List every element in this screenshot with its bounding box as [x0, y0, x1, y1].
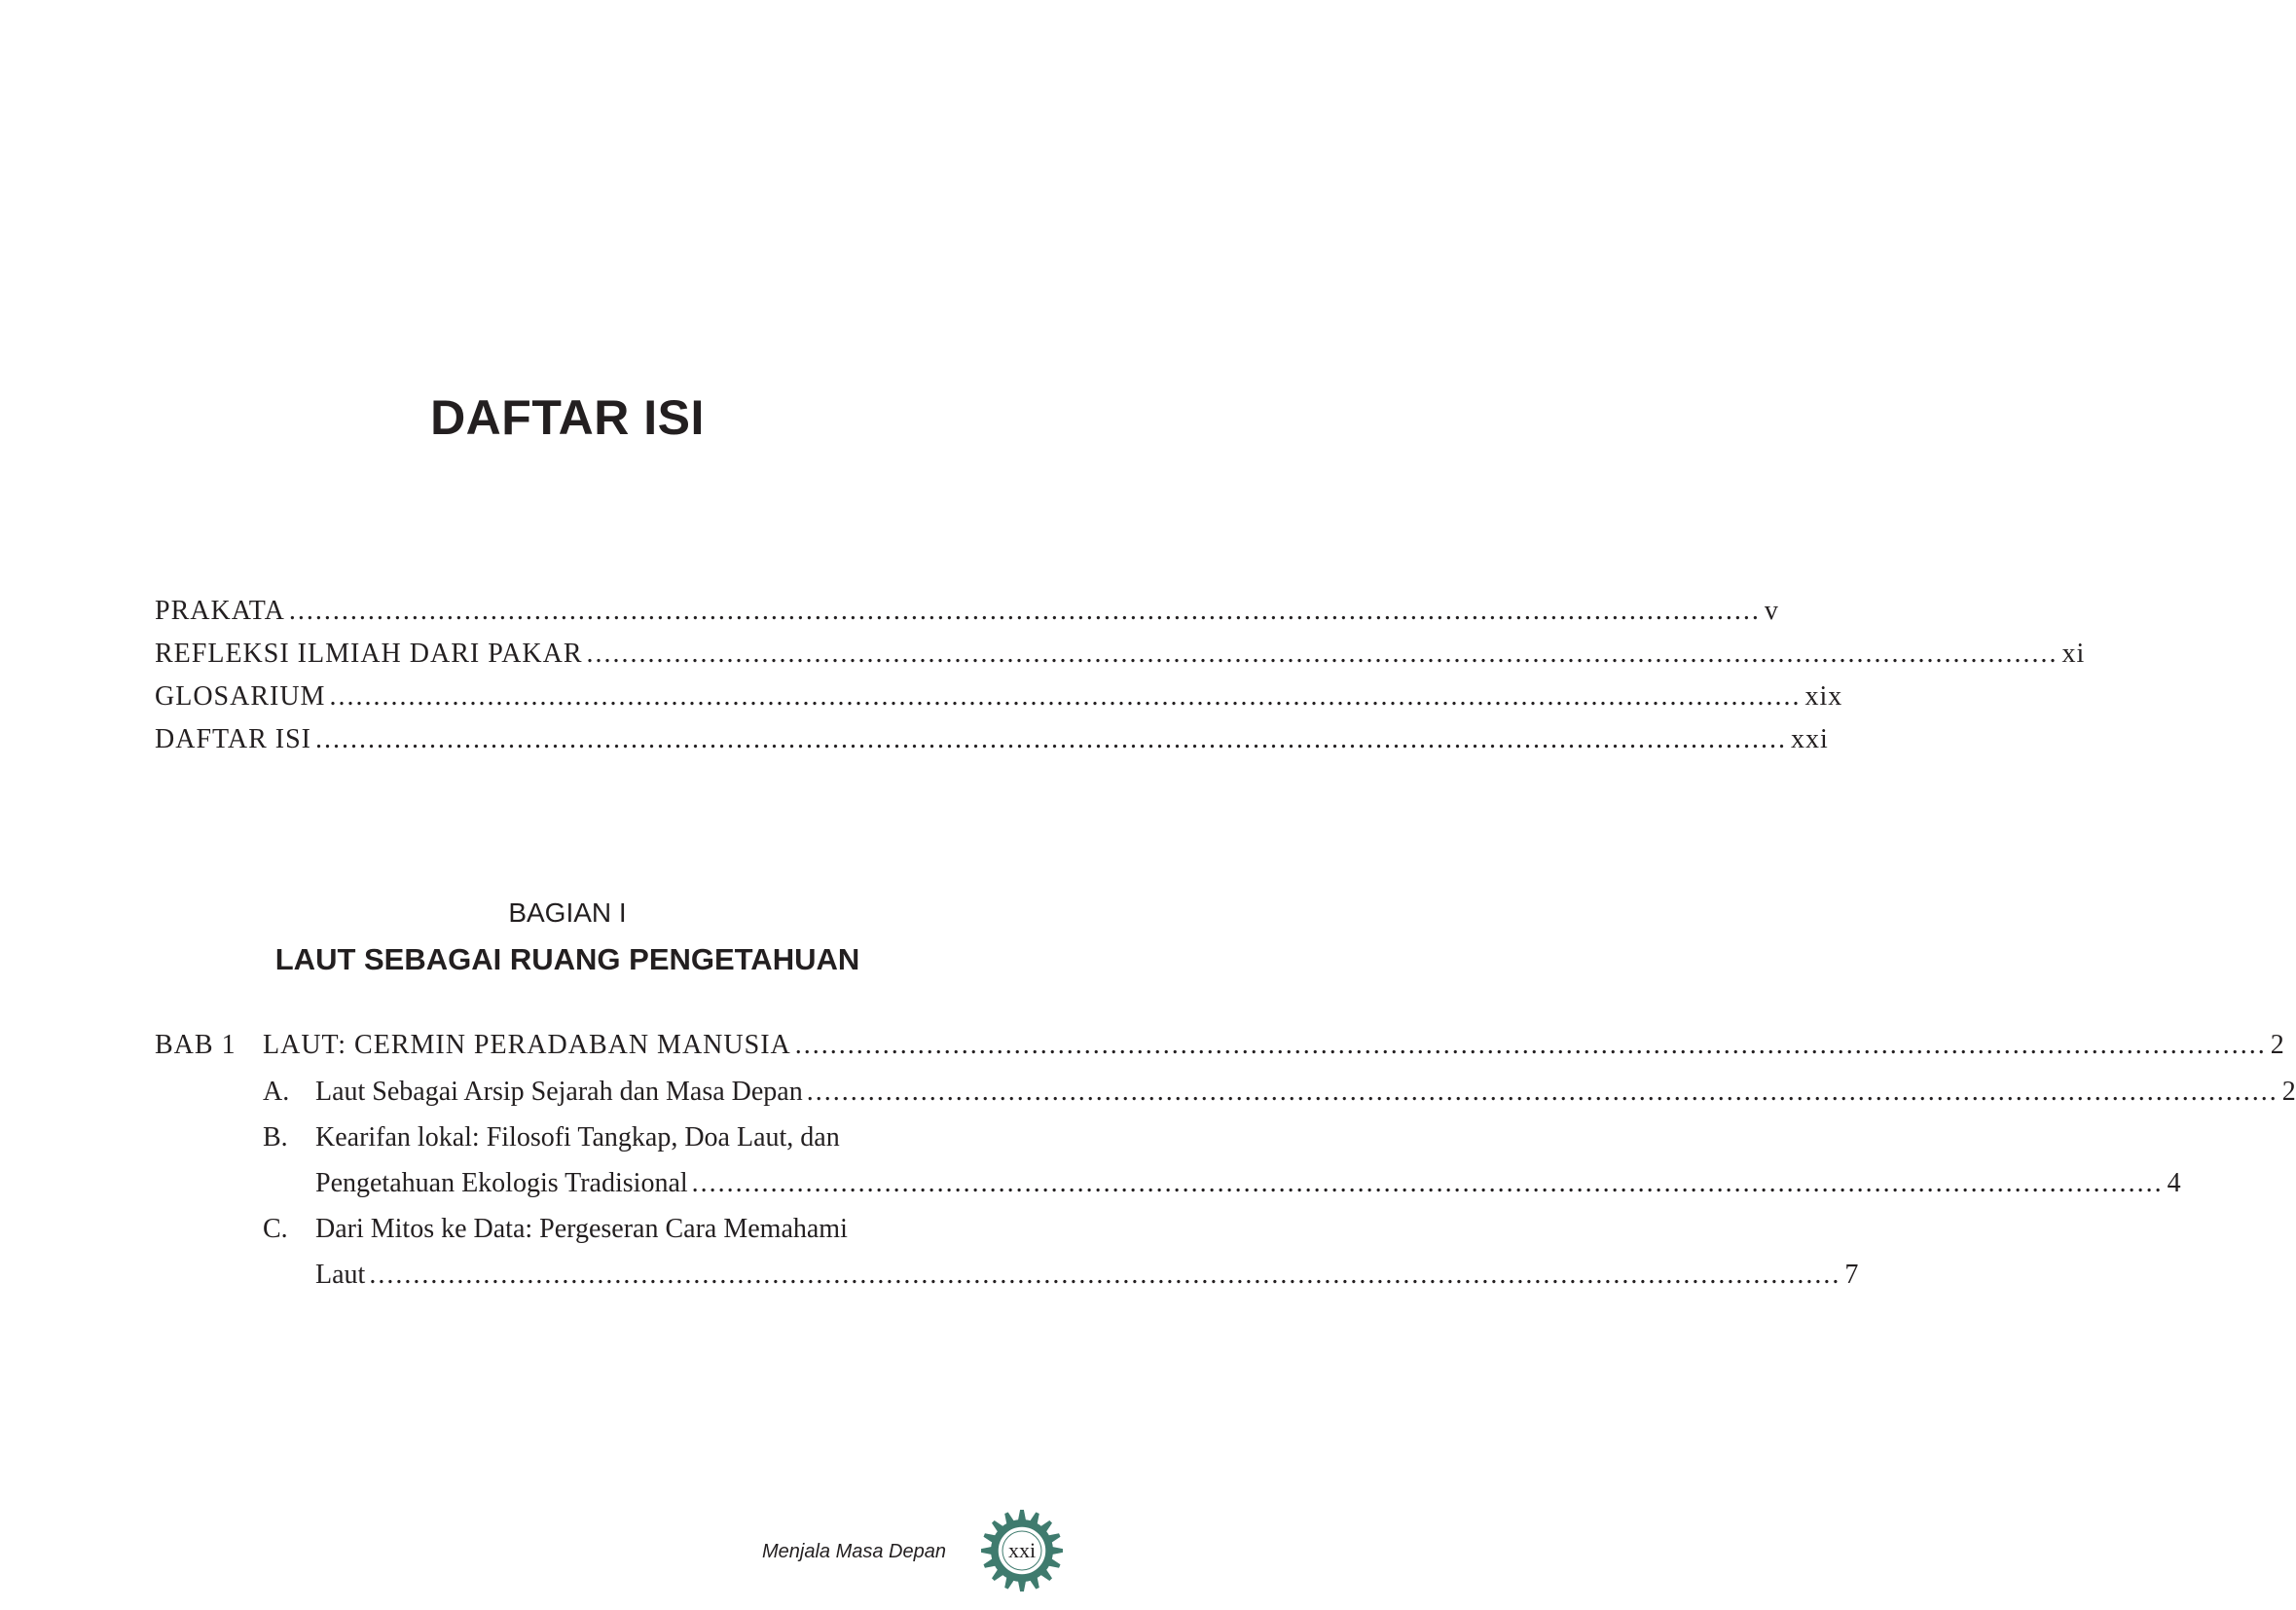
toc-entry-daftar-isi[interactable]: [155, 724, 1829, 755]
part-label: BAGIAN I: [508, 897, 627, 928]
section-page: 4: [2167, 1168, 2181, 1198]
page-number-badge: [980, 1509, 1064, 1592]
toc-entry-label: DAFTAR ISI: [155, 724, 311, 754]
toc-entry-label: REFLEKSI ILMIAH DARI PAKAR: [155, 639, 583, 669]
toc-entry-section-b[interactable]: [315, 1168, 2181, 1199]
dot-leader: ........................................................................................................................................................................: [586, 639, 2059, 669]
dot-leader: ........................................................................................................................................................................: [329, 681, 1802, 712]
toc-entry-page: xi: [2061, 639, 2086, 669]
section-letter: A.: [263, 1077, 290, 1107]
running-footer-title: Menjala Masa Depan: [762, 1541, 946, 1562]
toc-entry-refleksi[interactable]: [155, 639, 2086, 670]
toc-entry-glosarium[interactable]: [155, 681, 1843, 713]
dot-leader: ........................................................................................................................................................................: [806, 1077, 2278, 1107]
section-title: Laut Sebagai Arsip Sejarah dan Masa Depan: [315, 1077, 803, 1107]
toc-entry-page: xix: [1804, 681, 1843, 712]
toc-entry-page: v: [1764, 596, 1779, 626]
section-page: 2: [2281, 1077, 2296, 1107]
chapter-page: 2: [2270, 1030, 2285, 1060]
toc-entry-section-c[interactable]: [315, 1260, 1859, 1291]
page-number: xxi: [1007, 1538, 1037, 1562]
dot-leader: ........................................................................................................................................................................: [288, 596, 1761, 626]
section-title: Laut: [315, 1260, 366, 1290]
toc-entry-page: xxi: [1791, 724, 1829, 754]
dot-leader: ........................................................................................................................................................................: [369, 1260, 1841, 1290]
section-title: Pengetahuan Ekologis Tradisional: [315, 1168, 688, 1198]
section-title-line: Dari Mitos ke Data: Pergeseran Cara Memahami: [315, 1214, 848, 1244]
section-title-line: Kearifan lokal: Filosofi Tangkap, Doa Laut, dan: [315, 1122, 840, 1153]
dot-leader: ........................................................................................................................................................................: [794, 1030, 2267, 1060]
toc-entry-label: GLOSARIUM: [155, 681, 326, 712]
toc-entry-chapter-1[interactable]: [263, 1030, 2285, 1061]
section-letter: B.: [263, 1122, 288, 1153]
chapter-number: BAB 1: [155, 1030, 237, 1060]
dot-leader: ........................................................................................................................................................................: [691, 1168, 2164, 1198]
toc-entry-label: PRAKATA: [155, 596, 285, 626]
page-title: DAFTAR ISI: [430, 390, 705, 445]
toc-entry-prakata[interactable]: [155, 596, 1779, 627]
chapter-title: LAUT: CERMIN PERADABAN MANUSIA: [263, 1030, 791, 1060]
section-letter: C.: [263, 1214, 288, 1244]
dot-leader: ........................................................................................................................................................................: [315, 724, 1787, 754]
section-page: 7: [1844, 1260, 1859, 1290]
toc-entry-section-a[interactable]: [315, 1077, 2296, 1108]
part-title: LAUT SEBAGAI RUANG PENGETAHUAN: [274, 942, 860, 976]
